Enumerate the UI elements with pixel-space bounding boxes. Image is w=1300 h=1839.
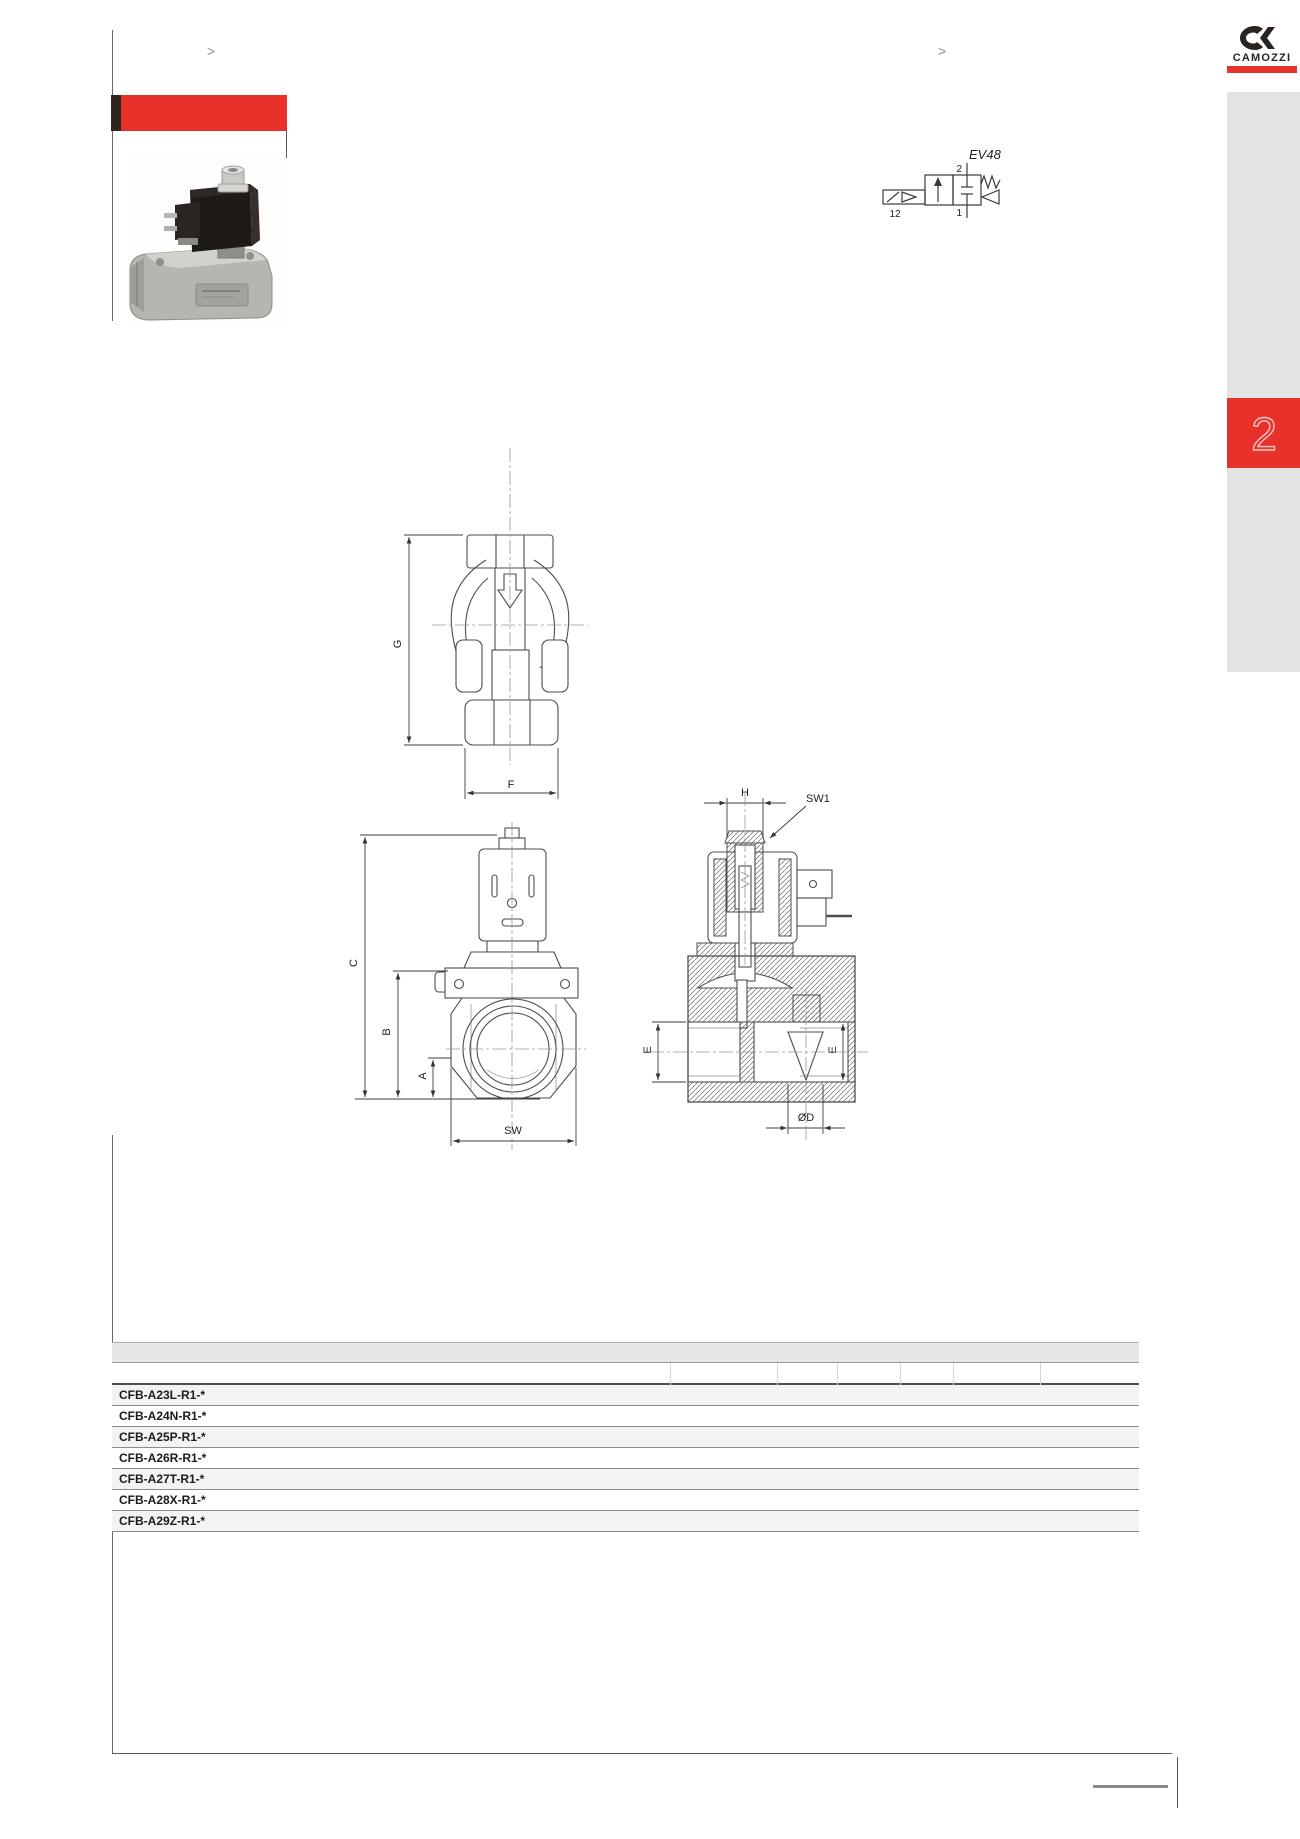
table-row xyxy=(112,1511,1139,1532)
symbol-port-2: 2 xyxy=(956,164,962,175)
footer-vertical-rule xyxy=(1177,1757,1178,1808)
part-code: CFB-A24N-R1-* xyxy=(119,1409,207,1423)
dim-label-od: ØD xyxy=(797,1112,815,1124)
dim-label-sw1: SW1 xyxy=(806,793,830,805)
table-row xyxy=(112,1490,1139,1511)
symbol-port-1: 1 xyxy=(956,208,962,219)
product-photo xyxy=(128,158,288,322)
drawing-section-view xyxy=(642,787,868,1140)
table-row xyxy=(112,1448,1139,1469)
table-row xyxy=(112,1427,1139,1448)
dim-label-f: F xyxy=(507,779,515,791)
footer-page-marker xyxy=(1093,1785,1168,1788)
footer-rule xyxy=(112,1753,1172,1754)
drawing-front-view xyxy=(348,822,586,1150)
table-row xyxy=(112,1469,1139,1490)
table-header xyxy=(112,1342,1139,1363)
dim-label-h: H xyxy=(741,787,749,799)
dim-label-b: B xyxy=(381,1028,393,1036)
part-code: CFB-A25P-R1-* xyxy=(119,1430,206,1444)
part-code: CFB-A28X-R1-* xyxy=(119,1493,206,1507)
dim-label-g: G xyxy=(392,639,404,649)
symbol-port-12: 12 xyxy=(889,209,901,220)
dim-label-e-left: E xyxy=(642,1046,654,1054)
dim-label-c: C xyxy=(348,959,360,967)
table-row xyxy=(112,1406,1139,1427)
camozzi-logo-text: CAMOZZI xyxy=(1232,52,1292,64)
part-code: CFB-A23L-R1-* xyxy=(119,1388,206,1402)
section-number: 2 xyxy=(1251,408,1277,460)
breadcrumb-right-chevron: > xyxy=(938,43,947,59)
table-row xyxy=(112,1385,1139,1406)
part-code: CFB-A26R-R1-* xyxy=(119,1451,207,1465)
table-empty-row xyxy=(112,1363,1139,1385)
pneumatic-symbol xyxy=(883,147,1002,220)
dim-label-sw: SW xyxy=(504,1125,522,1137)
part-code: CFB-A27T-R1-* xyxy=(119,1472,205,1486)
dim-label-a: A xyxy=(417,1072,429,1080)
breadcrumb-left-chevron: > xyxy=(207,43,216,59)
drawing-plan-view xyxy=(392,448,588,799)
symbol-name: EV48 xyxy=(969,147,1001,162)
part-code: CFB-A29Z-R1-* xyxy=(119,1514,206,1528)
order-table xyxy=(112,1342,1139,1532)
dim-label-e-right: E xyxy=(827,1046,839,1054)
